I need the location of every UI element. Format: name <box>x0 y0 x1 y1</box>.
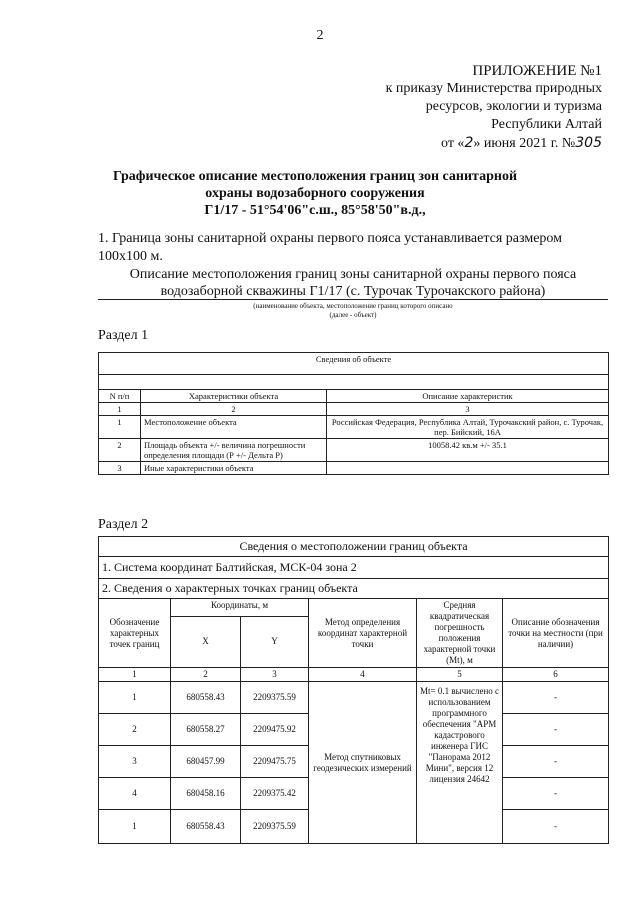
appendix-line: Республики Алтай <box>491 117 602 132</box>
paragraph-first-zone: 1. Граница зоны санитарной охраны первого пояса устанавливается размером 100х100 м. <box>98 231 563 264</box>
point-desc: - <box>503 746 609 778</box>
row-number: 2 <box>99 439 141 462</box>
table-title: Сведения о местоположении границ объекта <box>99 537 609 557</box>
appendix-title: ПРИЛОЖЕНИЕ №1 <box>472 63 602 79</box>
date-prefix: от « <box>441 136 465 151</box>
row-number: 3 <box>99 462 141 475</box>
document-heading <box>95 168 535 219</box>
header-coords: Координаты, м <box>171 599 309 617</box>
note-line: (наименование объекта, местоположение границ которого описано <box>253 302 453 310</box>
numbering-cell: 1 <box>99 403 141 416</box>
point-id: 4 <box>99 778 171 810</box>
object-note <box>98 302 608 320</box>
row-value: Российская Федерация, Республика Алтай, Турочакский район, с. Турочак, пер. Бийский, 16А <box>327 416 609 439</box>
numbering-cell: 1 <box>99 668 171 682</box>
appendix-block <box>352 62 602 153</box>
table-row <box>99 416 609 439</box>
header-cell: Характеристики объекта <box>141 390 327 403</box>
point-y: 2209475.75 <box>241 746 309 778</box>
row-name: Площадь объекта +/- величина погрешности определения площади (Р +/- Дельта Р) <box>141 439 327 462</box>
header-description: Описание обозначения точки на местности (при наличии) <box>503 599 609 668</box>
point-x: 680558.43 <box>171 810 241 844</box>
section1-label: Раздел 1 <box>98 328 149 343</box>
coord-system: 1. Система координат Балтийская, МСК-04 зона 2 <box>99 557 609 579</box>
appendix-line: к приказу Министерства природных <box>385 81 602 96</box>
header-cell: Описание характеристик <box>327 390 609 403</box>
appendix-line: ресурсов, экологии и туризма <box>425 99 602 114</box>
heading-coordinates: Г1/17 - 51°54'06"с.ш., 85°58'50"в.д., <box>204 203 426 218</box>
boundary-points-table <box>98 536 609 844</box>
section2-label: Раздел 2 <box>98 517 149 532</box>
note-line: (далее - объект) <box>329 311 377 319</box>
header-method: Метод определения координат характерной точки <box>309 599 417 668</box>
date-mid: » июня 2021 г. № <box>473 136 576 151</box>
header-accuracy: Средняя квадратическая погрешность положения характерной точки (Mt), м <box>417 599 503 668</box>
header-cell: N п/п <box>99 390 141 403</box>
table-row <box>99 439 609 462</box>
point-desc: - <box>503 682 609 714</box>
table-row <box>99 682 609 714</box>
point-id: 1 <box>99 810 171 844</box>
header-y: Y <box>241 616 309 668</box>
point-y: 2209475.92 <box>241 714 309 746</box>
numbering-cell: 5 <box>417 668 503 682</box>
table-spacer <box>99 375 609 390</box>
numbering-cell: 6 <box>503 668 609 682</box>
object-info-table <box>98 352 609 475</box>
point-x: 680458.16 <box>171 778 241 810</box>
numbering-cell: 3 <box>241 668 309 682</box>
appendix-date <box>352 134 602 153</box>
point-x: 680457.99 <box>171 746 241 778</box>
accuracy-cell: Mt= 0.1 вычислено с использованием программного обеспечения "АРМ кадастрового инженера ГИС "Панорама 2012 Мини", версия 12 лицензия 24642 <box>417 682 503 844</box>
underline-divider <box>98 299 608 300</box>
paragraph-description: Описание местоположения границ зоны санитарной охраны первого пояса водозаборной скважины Г1/17 (с. Турочак Турочакского района) <box>129 267 577 299</box>
order-number: 305 <box>575 135 602 151</box>
points-title: 2. Сведения о характерных точках границ объекта <box>99 579 609 599</box>
header-x: X <box>171 616 241 668</box>
row-name: Иные характеристики объекта <box>141 462 327 475</box>
row-number: 1 <box>99 416 141 439</box>
point-desc: - <box>503 778 609 810</box>
point-y: 2209375.59 <box>241 810 309 844</box>
numbering-cell: 4 <box>309 668 417 682</box>
numbering-cell: 2 <box>171 668 241 682</box>
point-id: 1 <box>99 682 171 714</box>
point-desc: - <box>503 714 609 746</box>
point-id: 2 <box>99 714 171 746</box>
point-desc: - <box>503 810 609 844</box>
numbering-cell: 3 <box>327 403 609 416</box>
date-day: 2 <box>464 135 474 151</box>
point-y: 2209375.59 <box>241 682 309 714</box>
row-value: 10058.42 кв.м +/- 35.1 <box>327 439 609 462</box>
point-y: 2209375.42 <box>241 778 309 810</box>
point-x: 680558.43 <box>171 682 241 714</box>
point-x: 680558.27 <box>171 714 241 746</box>
table-row <box>99 462 609 475</box>
page-number: 2 <box>316 28 324 43</box>
table-title: Сведения об объекте <box>99 353 609 375</box>
row-value <box>327 462 609 475</box>
method-cell: Метод спутниковых геодезических измерений <box>309 682 417 844</box>
numbering-cell: 2 <box>141 403 327 416</box>
heading-line: Графическое описание местоположения границ зон санитарной охраны водозаборного сооружения <box>112 169 518 201</box>
header-point: Обозначение характерных точек границ <box>99 599 171 668</box>
point-id: 3 <box>99 746 171 778</box>
row-name: Местоположение объекта <box>141 416 327 439</box>
